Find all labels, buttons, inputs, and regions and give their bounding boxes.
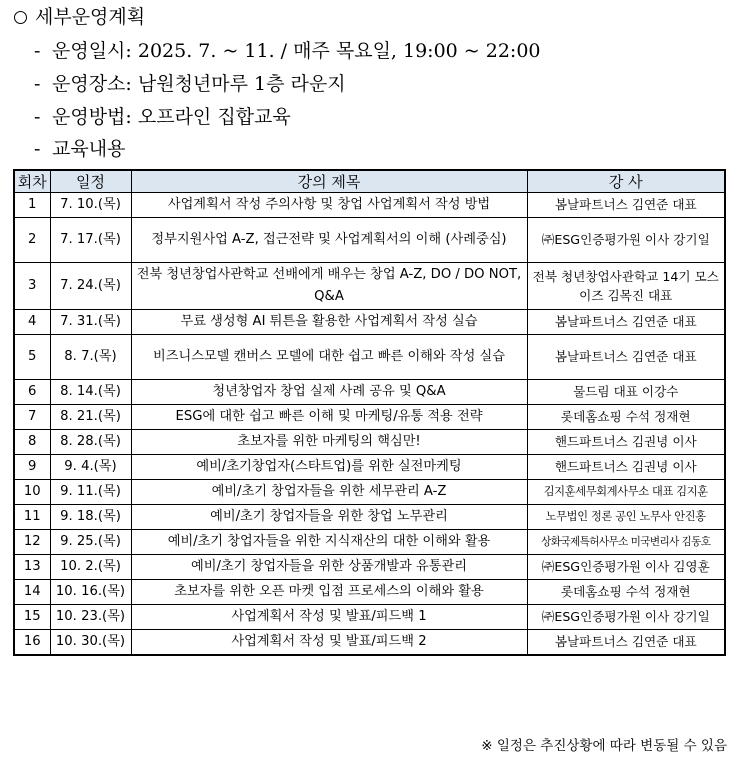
table-row <box>14 193 725 218</box>
cell-no: 1 <box>14 193 50 218</box>
cell-no: 5 <box>14 335 50 380</box>
cell-no: 14 <box>14 580 50 605</box>
cell-instructor: 봄날파트너스 김연준 대표 <box>527 193 725 218</box>
cell-date: 9. 18.(목) <box>50 505 131 530</box>
cell-title: 사업계획서 작성 및 발표/피드백 1 <box>131 605 527 630</box>
bullet-content-text: 교육내용 <box>52 138 126 160</box>
cell-title: 전북 청년창업사관학교 선배에게 배우는 창업 A-Z, DO / DO NOT, Q&A <box>131 263 527 310</box>
table-row <box>14 630 725 656</box>
cell-date: 7. 31.(목) <box>50 310 131 335</box>
cell-no: 16 <box>14 630 50 656</box>
cell-no: 9 <box>14 455 50 480</box>
cell-no: 4 <box>14 310 50 335</box>
cell-date: 7. 24.(목) <box>50 263 131 310</box>
cell-title: 초보자를 위한 마케팅의 핵심만! <box>131 430 527 455</box>
cell-title: 무료 생성형 AI 튀튼을 활용한 사업계획서 작성 실습 <box>131 310 527 335</box>
cell-no: 7 <box>14 405 50 430</box>
cell-date: 9. 25.(목) <box>50 530 131 555</box>
table-row <box>14 405 725 430</box>
bullet-location: - 운영장소: 남원청년마루 1층 라운지 <box>34 73 346 95</box>
table-row <box>14 380 725 405</box>
table-row <box>14 555 725 580</box>
table-header-row <box>14 170 725 193</box>
cell-no: 8 <box>14 430 50 455</box>
cell-instructor: 전북 청년창업사관학교 14기 모스이즈 김목진 대표 <box>527 263 725 310</box>
section-title <box>14 4 145 30</box>
header-no: 회차 <box>14 170 50 193</box>
curriculum-table <box>13 169 726 656</box>
circle-bullet-icon <box>14 11 27 24</box>
cell-instructor: 롯데홈쇼핑 수석 정재현 <box>527 580 725 605</box>
table-row <box>14 310 725 335</box>
cell-date: 10. 30.(목) <box>50 630 131 656</box>
cell-instructor: 상화국제특허사무소 미국변리사 김동호 <box>527 530 725 555</box>
table-row <box>14 335 725 380</box>
header-instructor: 강 사 <box>527 170 725 193</box>
cell-title: 정부지원사업 A-Z, 접근전략 및 사업계획서의 이해 (사례중심) <box>131 218 527 263</box>
cell-title: 초보자를 위한 오픈 마켓 입점 프로세스의 이해와 활용 <box>131 580 527 605</box>
cell-title: 예비/초기창업자(스타트업)를 위한 실전마케팅 <box>131 455 527 480</box>
cell-no: 15 <box>14 605 50 630</box>
cell-title: 비즈니스모델 캔버스 모델에 대한 쉽고 빠른 이해와 작성 실습 <box>131 335 527 380</box>
table-row <box>14 480 725 505</box>
cell-title: 예비/초기 창업자들을 위한 상품개발과 유통관리 <box>131 555 527 580</box>
table-row <box>14 218 725 263</box>
cell-instructor: ㈜ESG인증평가원 이사 강기일 <box>527 605 725 630</box>
cell-no: 11 <box>14 505 50 530</box>
cell-instructor: 롯데홈쇼핑 수석 정재현 <box>527 405 725 430</box>
table-row <box>14 605 725 630</box>
cell-date: 9. 11.(목) <box>50 480 131 505</box>
cell-title: 예비/초기 창업자들을 위한 창업 노무관리 <box>131 505 527 530</box>
table-row <box>14 580 725 605</box>
cell-date: 10. 2.(목) <box>50 555 131 580</box>
table-row <box>14 263 725 310</box>
cell-title: 예비/초기 창업자들을 위한 세무관리 A-Z <box>131 480 527 505</box>
cell-instructor: 봄날파트너스 김연준 대표 <box>527 630 725 656</box>
cell-date: 7. 10.(목) <box>50 193 131 218</box>
bullet-content: - 교육내용 <box>34 138 126 160</box>
cell-title: ESG에 대한 쉽고 빠른 이해 및 마케팅/유통 적용 전략 <box>131 405 527 430</box>
table-row <box>14 430 725 455</box>
cell-instructor: 핸드파트너스 김권녕 이사 <box>527 455 725 480</box>
cell-date: 7. 17.(목) <box>50 218 131 263</box>
section-title-text: 세부운영계획 <box>35 6 146 28</box>
cell-no: 12 <box>14 530 50 555</box>
cell-instructor: 핸드파트너스 김권녕 이사 <box>527 430 725 455</box>
bullet-method-text: 운영방법: 오프라인 집합교육 <box>52 106 291 128</box>
cell-title: 사업계획서 작성 및 발표/피드백 2 <box>131 630 527 656</box>
cell-title: 사업계획서 작성 주의사항 및 창업 사업계획서 작성 방법 <box>131 193 527 218</box>
cell-instructor: 김지훈세무회계사무소 대표 김지훈 <box>527 480 725 505</box>
cell-no: 3 <box>14 263 50 310</box>
bullet-location-text: 운영장소: 남원청년마루 1층 라운지 <box>52 73 346 95</box>
header-date: 일정 <box>50 170 131 193</box>
cell-no: 10 <box>14 480 50 505</box>
cell-no: 6 <box>14 380 50 405</box>
cell-date: 8. 7.(목) <box>50 335 131 380</box>
schedule-note: ※ 일정은 추진상황에 따라 변동될 수 있음 <box>481 738 727 754</box>
cell-date: 10. 16.(목) <box>50 580 131 605</box>
cell-date: 8. 28.(목) <box>50 430 131 455</box>
cell-no: 13 <box>14 555 50 580</box>
cell-instructor: 물드림 대표 이강수 <box>527 380 725 405</box>
bullet-method: - 운영방법: 오프라인 집합교육 <box>34 106 291 128</box>
cell-title: 청년창업자 창업 실제 사례 공유 및 Q&A <box>131 380 527 405</box>
cell-date: 8. 14.(목) <box>50 380 131 405</box>
cell-title: 예비/초기 창업자들을 위한 지식재산의 대한 이해와 활용 <box>131 530 527 555</box>
cell-instructor: ㈜ESG인증평가원 이사 김영훈 <box>527 555 725 580</box>
header-title: 강의 제목 <box>131 170 527 193</box>
cell-date: 9. 4.(목) <box>50 455 131 480</box>
cell-no: 2 <box>14 218 50 263</box>
cell-instructor: 봄날파트너스 김연준 대표 <box>527 310 725 335</box>
bullet-schedule: - 운영일시: 2025. 7. ~ 11. / 매주 목요일, 19:00 ~ 22:00 <box>34 40 541 62</box>
table-row <box>14 530 725 555</box>
bullet-schedule-text: 운영일시: 2025. 7. ~ 11. / 매주 목요일, 19:00 ~ 22:00 <box>52 40 541 62</box>
cell-instructor: 봄날파트너스 김연준 대표 <box>527 335 725 380</box>
cell-date: 10. 23.(목) <box>50 605 131 630</box>
cell-instructor: 노무법인 정론 공인 노무사 안진홍 <box>527 505 725 530</box>
table-row <box>14 505 725 530</box>
cell-instructor: ㈜ESG인증평가원 이사 강기일 <box>527 218 725 263</box>
cell-date: 8. 21.(목) <box>50 405 131 430</box>
table-row <box>14 455 725 480</box>
